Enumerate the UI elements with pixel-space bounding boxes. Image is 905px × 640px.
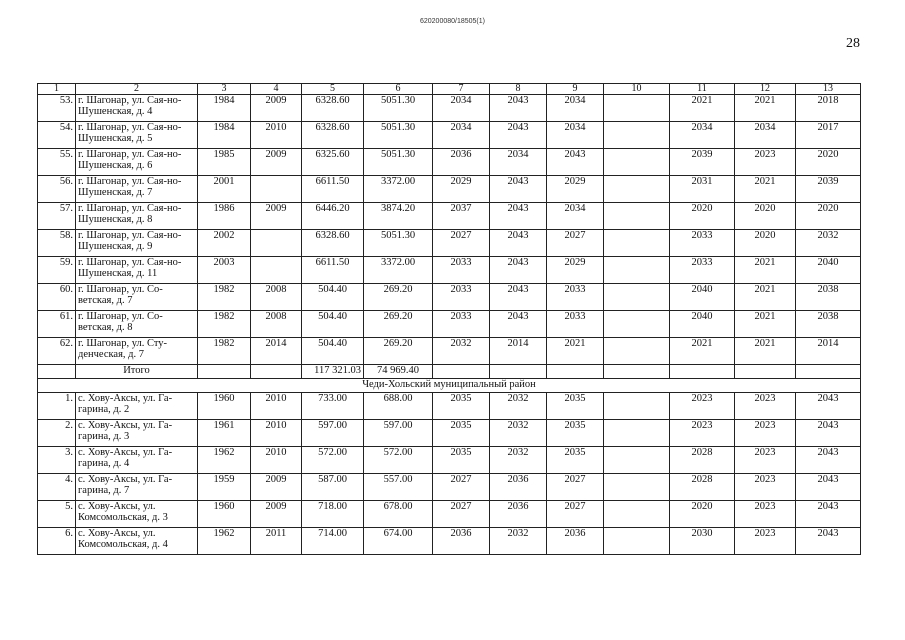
year-repair-cell — [251, 230, 302, 257]
col11-year-cell: 2023 — [670, 420, 735, 447]
col10-cell — [604, 420, 670, 447]
col9-year-cell: 2034 — [547, 122, 604, 149]
col9-year-cell: 2029 — [547, 176, 604, 203]
total-empty-cell — [490, 365, 547, 379]
col11-year-cell: 2034 — [670, 122, 735, 149]
col8-year-cell: 2043 — [490, 203, 547, 230]
row-number: 58. — [38, 230, 76, 257]
col-header: 3 — [198, 84, 251, 95]
col-header: 5 — [302, 84, 364, 95]
col11-year-cell: 2039 — [670, 149, 735, 176]
address-cell: с. Хову-Аксы, ул. Га-гарина, д. 2 — [76, 393, 198, 420]
col9-year-cell: 2027 — [547, 474, 604, 501]
total-area-cell: 718.00 — [302, 501, 364, 528]
col13-year-cell: 2043 — [796, 474, 861, 501]
col7-year-cell: 2037 — [433, 203, 490, 230]
table-row — [38, 338, 861, 365]
total-area-cell: 6325.60 — [302, 149, 364, 176]
col9-year-cell: 2035 — [547, 393, 604, 420]
col10-cell — [604, 95, 670, 122]
col12-year-cell: 2034 — [735, 122, 796, 149]
col10-cell — [604, 284, 670, 311]
col7-year-cell: 2036 — [433, 149, 490, 176]
col8-year-cell: 2014 — [490, 338, 547, 365]
total-label: Итого — [76, 365, 198, 379]
section-title: Чеди-Хольский муниципальный район — [38, 379, 861, 393]
col10-cell — [604, 311, 670, 338]
total-area-cell: 6611.50 — [302, 257, 364, 284]
table-row — [38, 95, 861, 122]
page-number: 28 — [846, 36, 860, 51]
col13-year-cell: 2043 — [796, 447, 861, 474]
col9-year-cell: 2029 — [547, 257, 604, 284]
col7-year-cell: 2034 — [433, 95, 490, 122]
col11-year-cell: 2028 — [670, 447, 735, 474]
col7-year-cell: 2035 — [433, 447, 490, 474]
year-repair-cell: 2010 — [251, 122, 302, 149]
total-area-cell: 572.00 — [302, 447, 364, 474]
col13-year-cell: 2017 — [796, 122, 861, 149]
col7-year-cell: 2035 — [433, 393, 490, 420]
total-number-cell — [38, 365, 76, 379]
year-built-cell: 1960 — [198, 393, 251, 420]
year-built-cell: 1962 — [198, 528, 251, 555]
col8-year-cell: 2043 — [490, 257, 547, 284]
year-repair-cell: 2014 — [251, 338, 302, 365]
year-repair-cell: 2009 — [251, 95, 302, 122]
living-area-cell: 597.00 — [364, 420, 433, 447]
col11-year-cell: 2028 — [670, 474, 735, 501]
col9-year-cell: 2027 — [547, 230, 604, 257]
year-built-cell: 1961 — [198, 420, 251, 447]
col7-year-cell: 2036 — [433, 528, 490, 555]
col11-year-cell: 2020 — [670, 203, 735, 230]
living-area-cell: 5051.30 — [364, 230, 433, 257]
table-row — [38, 257, 861, 284]
col13-year-cell: 2039 — [796, 176, 861, 203]
table-row — [38, 311, 861, 338]
year-repair-cell: 2009 — [251, 501, 302, 528]
col-header: 12 — [735, 84, 796, 95]
total-empty-cell — [547, 365, 604, 379]
row-number: 56. — [38, 176, 76, 203]
living-area-cell: 5051.30 — [364, 122, 433, 149]
col10-cell — [604, 528, 670, 555]
living-area-cell: 269.20 — [364, 284, 433, 311]
col9-year-cell: 2033 — [547, 311, 604, 338]
col11-year-cell: 2023 — [670, 393, 735, 420]
year-built-cell: 1960 — [198, 501, 251, 528]
col-header: 6 — [364, 84, 433, 95]
col9-year-cell: 2036 — [547, 528, 604, 555]
col11-year-cell: 2040 — [670, 311, 735, 338]
row-number: 62. — [38, 338, 76, 365]
col9-year-cell: 2034 — [547, 203, 604, 230]
col12-year-cell: 2023 — [735, 501, 796, 528]
table-row — [38, 284, 861, 311]
row-number: 5. — [38, 501, 76, 528]
col13-year-cell: 2038 — [796, 311, 861, 338]
col8-year-cell: 2043 — [490, 176, 547, 203]
col8-year-cell: 2036 — [490, 474, 547, 501]
col7-year-cell: 2034 — [433, 122, 490, 149]
table-row — [38, 122, 861, 149]
row-number: 6. — [38, 528, 76, 555]
total-row — [38, 365, 861, 379]
year-repair-cell: 2009 — [251, 149, 302, 176]
col13-year-cell: 2043 — [796, 393, 861, 420]
living-area-cell: 557.00 — [364, 474, 433, 501]
col8-year-cell: 2043 — [490, 311, 547, 338]
living-area-cell: 269.20 — [364, 338, 433, 365]
col11-year-cell: 2040 — [670, 284, 735, 311]
year-repair-cell: 2010 — [251, 393, 302, 420]
total-area-cell: 6328.60 — [302, 230, 364, 257]
col12-year-cell: 2020 — [735, 203, 796, 230]
col9-year-cell: 2021 — [547, 338, 604, 365]
total-area-cell: 6328.60 — [302, 122, 364, 149]
total-area-total: 117 321.03 — [302, 365, 364, 379]
total-area-cell: 504.40 — [302, 338, 364, 365]
col12-year-cell: 2023 — [735, 474, 796, 501]
total-empty-cell — [433, 365, 490, 379]
living-area-cell: 3372.00 — [364, 257, 433, 284]
total-area-cell: 504.40 — [302, 284, 364, 311]
col7-year-cell: 2033 — [433, 257, 490, 284]
living-area-cell: 3372.00 — [364, 176, 433, 203]
row-number: 55. — [38, 149, 76, 176]
row-number: 3. — [38, 447, 76, 474]
row-number: 61. — [38, 311, 76, 338]
total-area-cell: 587.00 — [302, 474, 364, 501]
col10-cell — [604, 176, 670, 203]
col10-cell — [604, 474, 670, 501]
col8-year-cell: 2043 — [490, 122, 547, 149]
table-row — [38, 528, 861, 555]
year-built-cell: 1982 — [198, 338, 251, 365]
col9-year-cell: 2043 — [547, 149, 604, 176]
total-area-cell: 597.00 — [302, 420, 364, 447]
col11-year-cell: 2030 — [670, 528, 735, 555]
col12-year-cell: 2023 — [735, 420, 796, 447]
col12-year-cell: 2023 — [735, 528, 796, 555]
col10-cell — [604, 257, 670, 284]
col7-year-cell: 2032 — [433, 338, 490, 365]
total-area-living: 74 969.40 — [364, 365, 433, 379]
year-repair-cell: 2009 — [251, 474, 302, 501]
address-cell: г. Шагонар, ул. Сая-но-Шушенская, д. 7 — [76, 176, 198, 203]
section-row — [38, 379, 861, 393]
year-built-cell: 1962 — [198, 447, 251, 474]
col8-year-cell: 2034 — [490, 149, 547, 176]
col12-year-cell: 2023 — [735, 393, 796, 420]
col10-cell — [604, 122, 670, 149]
document-id: 620200080/18505(1) — [419, 18, 485, 25]
col9-year-cell: 2033 — [547, 284, 604, 311]
row-number: 4. — [38, 474, 76, 501]
col-header: 8 — [490, 84, 547, 95]
year-repair-cell: 2010 — [251, 447, 302, 474]
col12-year-cell: 2021 — [735, 311, 796, 338]
col10-cell — [604, 501, 670, 528]
col12-year-cell: 2021 — [735, 338, 796, 365]
col13-year-cell: 2032 — [796, 230, 861, 257]
col13-year-cell: 2014 — [796, 338, 861, 365]
row-number: 2. — [38, 420, 76, 447]
col13-year-cell: 2018 — [796, 95, 861, 122]
table-row — [38, 420, 861, 447]
year-repair-cell: 2008 — [251, 284, 302, 311]
year-repair-cell: 2009 — [251, 203, 302, 230]
total-area-cell: 733.00 — [302, 393, 364, 420]
address-cell: с. Хову-Аксы, ул. Комсомольская, д. 4 — [76, 528, 198, 555]
year-built-cell: 2001 — [198, 176, 251, 203]
col8-year-cell: 2032 — [490, 447, 547, 474]
col12-year-cell: 2021 — [735, 284, 796, 311]
year-repair-cell: 2011 — [251, 528, 302, 555]
total-area-cell: 6446.20 — [302, 203, 364, 230]
row-number: 1. — [38, 393, 76, 420]
col-header: 11 — [670, 84, 735, 95]
col-header: 9 — [547, 84, 604, 95]
table-row — [38, 501, 861, 528]
living-area-cell: 5051.30 — [364, 95, 433, 122]
col12-year-cell: 2021 — [735, 257, 796, 284]
table-row — [38, 203, 861, 230]
address-cell: г. Шагонар, ул. Сая-но-Шушенская, д. 5 — [76, 122, 198, 149]
col12-year-cell: 2020 — [735, 230, 796, 257]
col10-cell — [604, 203, 670, 230]
year-built-cell: 1986 — [198, 203, 251, 230]
col-header: 7 — [433, 84, 490, 95]
address-cell: г. Шагонар, ул. Со-ветская, д. 7 — [76, 284, 198, 311]
total-empty-cell — [735, 365, 796, 379]
living-area-cell: 674.00 — [364, 528, 433, 555]
living-area-cell: 678.00 — [364, 501, 433, 528]
col-header: 10 — [604, 84, 670, 95]
col9-year-cell: 2035 — [547, 447, 604, 474]
col13-year-cell: 2038 — [796, 284, 861, 311]
col-header: 13 — [796, 84, 861, 95]
total-area-cell: 6328.60 — [302, 95, 364, 122]
total-empty-cell — [198, 365, 251, 379]
col12-year-cell: 2021 — [735, 95, 796, 122]
year-built-cell: 1985 — [198, 149, 251, 176]
col-header: 4 — [251, 84, 302, 95]
year-built-cell: 1984 — [198, 122, 251, 149]
col9-year-cell: 2027 — [547, 501, 604, 528]
table-row — [38, 447, 861, 474]
col8-year-cell: 2032 — [490, 393, 547, 420]
address-cell: г. Шагонар, ул. Сая-но-Шушенская, д. 8 — [76, 203, 198, 230]
address-cell: с. Хову-Аксы, ул. Га-гарина, д. 3 — [76, 420, 198, 447]
housing-table — [37, 83, 861, 555]
col8-year-cell: 2032 — [490, 528, 547, 555]
table-row — [38, 176, 861, 203]
col11-year-cell: 2033 — [670, 230, 735, 257]
col11-year-cell: 2033 — [670, 257, 735, 284]
row-number: 53. — [38, 95, 76, 122]
col12-year-cell: 2023 — [735, 447, 796, 474]
col10-cell — [604, 338, 670, 365]
address-cell: с. Хову-Аксы, ул. Га-гарина, д. 4 — [76, 447, 198, 474]
col8-year-cell: 2043 — [490, 230, 547, 257]
col12-year-cell: 2021 — [735, 176, 796, 203]
col8-year-cell: 2036 — [490, 501, 547, 528]
table-row — [38, 149, 861, 176]
year-built-cell: 1982 — [198, 284, 251, 311]
living-area-cell: 688.00 — [364, 393, 433, 420]
year-built-cell: 1984 — [198, 95, 251, 122]
col7-year-cell: 2027 — [433, 474, 490, 501]
col11-year-cell: 2021 — [670, 95, 735, 122]
col7-year-cell: 2029 — [433, 176, 490, 203]
col9-year-cell: 2034 — [547, 95, 604, 122]
col7-year-cell: 2027 — [433, 230, 490, 257]
living-area-cell: 269.20 — [364, 311, 433, 338]
col11-year-cell: 2031 — [670, 176, 735, 203]
col13-year-cell: 2043 — [796, 501, 861, 528]
year-repair-cell — [251, 176, 302, 203]
year-repair-cell: 2010 — [251, 420, 302, 447]
living-area-cell: 5051.30 — [364, 149, 433, 176]
col8-year-cell: 2032 — [490, 420, 547, 447]
col13-year-cell: 2040 — [796, 257, 861, 284]
total-empty-cell — [604, 365, 670, 379]
col13-year-cell: 2043 — [796, 528, 861, 555]
col13-year-cell: 2020 — [796, 149, 861, 176]
col7-year-cell: 2035 — [433, 420, 490, 447]
col8-year-cell: 2043 — [490, 284, 547, 311]
year-built-cell: 2002 — [198, 230, 251, 257]
address-cell: г. Шагонар, ул. Со-ветская, д. 8 — [76, 311, 198, 338]
col10-cell — [604, 393, 670, 420]
col7-year-cell: 2027 — [433, 501, 490, 528]
total-empty-cell — [796, 365, 861, 379]
table-row — [38, 230, 861, 257]
total-empty-cell — [251, 365, 302, 379]
year-repair-cell — [251, 257, 302, 284]
row-number: 57. — [38, 203, 76, 230]
col9-year-cell: 2035 — [547, 420, 604, 447]
address-cell: г. Шагонар, ул. Сту-денческая, д. 7 — [76, 338, 198, 365]
row-number: 59. — [38, 257, 76, 284]
col10-cell — [604, 230, 670, 257]
table-row — [38, 393, 861, 420]
col13-year-cell: 2043 — [796, 420, 861, 447]
row-number: 60. — [38, 284, 76, 311]
row-number: 54. — [38, 122, 76, 149]
year-built-cell: 1982 — [198, 311, 251, 338]
address-cell: г. Шагонар, ул. Сая-но-Шушенская, д. 11 — [76, 257, 198, 284]
col7-year-cell: 2033 — [433, 284, 490, 311]
col7-year-cell: 2033 — [433, 311, 490, 338]
col10-cell — [604, 149, 670, 176]
address-cell: г. Шагонар, ул. Сая-но-Шушенская, д. 9 — [76, 230, 198, 257]
address-cell: с. Хову-Аксы, ул. Га-гарина, д. 7 — [76, 474, 198, 501]
col11-year-cell: 2021 — [670, 338, 735, 365]
year-built-cell: 1959 — [198, 474, 251, 501]
year-built-cell: 2003 — [198, 257, 251, 284]
table-row — [38, 474, 861, 501]
address-cell: г. Шагонар, ул. Сая-но-Шушенская, д. 6 — [76, 149, 198, 176]
total-area-cell: 504.40 — [302, 311, 364, 338]
address-cell: г. Шагонар, ул. Сая-но-Шушенская, д. 4 — [76, 95, 198, 122]
total-empty-cell — [670, 365, 735, 379]
col-header: 2 — [76, 84, 198, 95]
col12-year-cell: 2023 — [735, 149, 796, 176]
column-number-row — [38, 84, 861, 95]
address-cell: с. Хову-Аксы, ул. Комсомольская, д. 3 — [76, 501, 198, 528]
year-repair-cell: 2008 — [251, 311, 302, 338]
col11-year-cell: 2020 — [670, 501, 735, 528]
total-area-cell: 6611.50 — [302, 176, 364, 203]
living-area-cell: 3874.20 — [364, 203, 433, 230]
col13-year-cell: 2020 — [796, 203, 861, 230]
col10-cell — [604, 447, 670, 474]
living-area-cell: 572.00 — [364, 447, 433, 474]
col-header: 1 — [38, 84, 76, 95]
total-area-cell: 714.00 — [302, 528, 364, 555]
col8-year-cell: 2043 — [490, 95, 547, 122]
